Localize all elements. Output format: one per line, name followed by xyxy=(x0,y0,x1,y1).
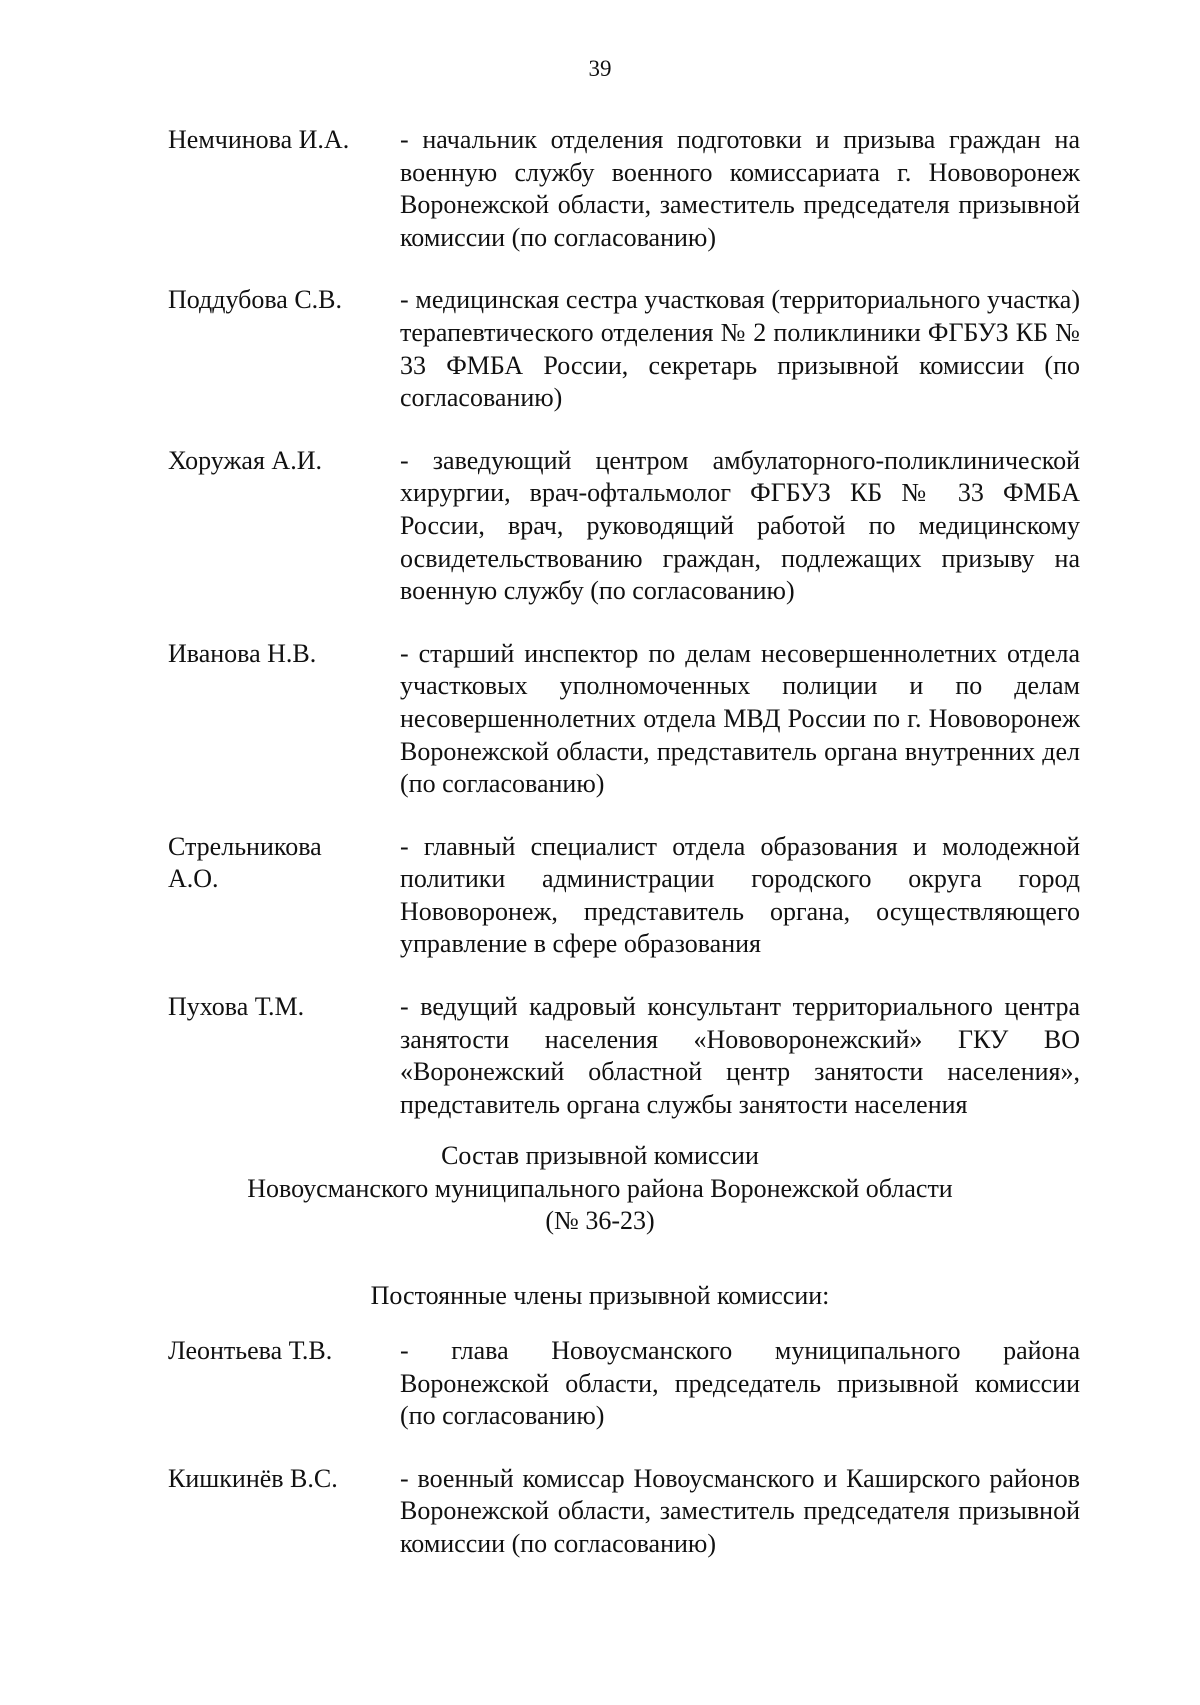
member-name: Кишкинёв В.С. xyxy=(168,1463,338,1493)
section-title-line: Состав призывной комиссии xyxy=(441,1141,759,1170)
section-subtitle: Постоянные члены призывной комиссии: xyxy=(370,1281,830,1310)
section-title-line: (№ 36-23) xyxy=(545,1206,655,1236)
member-name: Немчинова И.А. xyxy=(168,125,350,154)
page-number: 39 xyxy=(588,56,612,81)
members-list-bottom xyxy=(168,1335,1080,1561)
member-entry xyxy=(168,638,1080,801)
member-entry xyxy=(168,284,1080,414)
section-heading xyxy=(0,1140,1200,1238)
member-name: Пухова Т.М. xyxy=(168,992,305,1022)
member-entry xyxy=(168,991,1080,1121)
member-name: Стрельникова А.О. xyxy=(168,831,322,894)
member-description: - ведущий кадровый консультант территориального центра занятости населения «Нововоронежский» ГКУ ВО «Воронежский областной центр занятости населения», представитель органа службы занятости населения xyxy=(400,992,1080,1119)
member-name: Иванова Н.В. xyxy=(168,638,317,668)
section-title-line: Новоусманского муниципального района Воронежской области xyxy=(247,1173,953,1203)
member-name: Леонтьева Т.В. xyxy=(168,1336,333,1365)
member-entry xyxy=(168,1335,1080,1433)
member-description: - начальник отделения подготовки и призыва граждан на военную службу военного комиссариата г. Нововоронеж Воронежской области, заместитель председателя призывной комиссии (по согласованию) xyxy=(400,125,1080,252)
member-description: - военный комиссар Новоусманского и Каширского районов Воронежской области, заместитель председателя призывной комиссии (по согласованию) xyxy=(400,1463,1080,1558)
member-entry xyxy=(168,445,1080,608)
members-list-top xyxy=(168,124,1080,1121)
member-description: - медицинская сестра участковая (территориального участка) терапевтического отделения № 2 поликлиники ФГБУЗ КБ № 33 ФМБА России, секретарь призывной комиссии (по согласованию) xyxy=(400,285,1080,413)
member-description: - заведующий центром амбулаторного-поликлинической хирургии, врач-офтальмолог ФГБУЗ КБ № 33 ФМБА России, врач, руководящий работой по медицинскому освидетельствованию граждан, подлежащих призыву на военную службу (по согласованию) xyxy=(400,445,1080,606)
member-entry xyxy=(168,124,1080,254)
member-name: Поддубова С.В. xyxy=(168,285,343,315)
member-entry xyxy=(168,1463,1080,1561)
member-description: - главный специалист отдела образования и молодежной политики администрации городского округа город Нововоронеж, представитель органа, осуществляющего управление в сфере образования xyxy=(400,831,1080,959)
member-entry xyxy=(168,831,1080,961)
member-description: - глава Новоусманского муниципального района Воронежской области, председатель призывной комиссии (по согласованию) xyxy=(400,1336,1080,1431)
member-name: Хоружая А.И. xyxy=(168,445,322,475)
member-description: - старший инспектор по делам несовершеннолетних отдела участковых уполномоченных полиции и по делам несовершеннолетних отдела МВД России по г. Нововоронеж Воронежской области, представитель органа внутренних дел (по согласованию) xyxy=(400,638,1080,799)
